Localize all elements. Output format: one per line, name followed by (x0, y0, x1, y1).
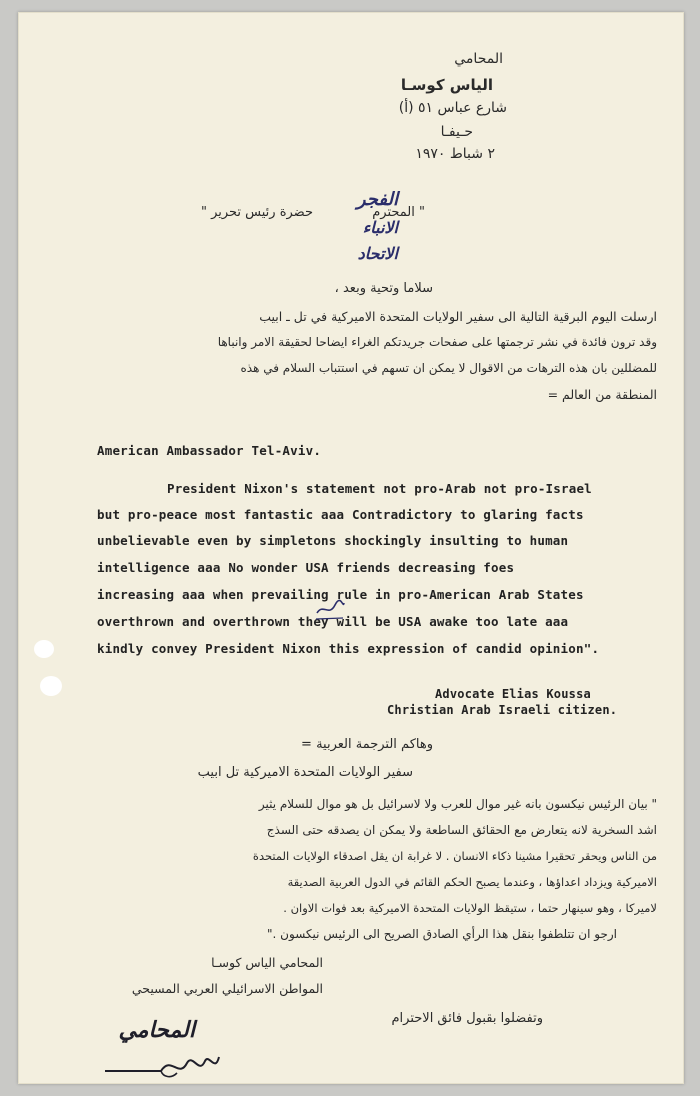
translation-sign-name: المحامي الياس كوسـا (211, 955, 323, 970)
intro-line-3: للمضللين بان هذه الترهات من الاقوال لا يمكن ان تسهم في استتباب السلام في هذه (240, 361, 657, 375)
handwritten-newspaper-3: الاتحاد (357, 244, 398, 263)
intro-line-4: المنطقة من العالم = (547, 387, 657, 402)
addressee-suffix: " المحترم (372, 205, 425, 220)
header-date: ٢ شباط ١٩٧٠ (415, 146, 495, 162)
greeting: سلاما وتحية وبعد ، (334, 281, 433, 296)
telegram-recipient: American Ambassador Tel-Aviv. (97, 443, 322, 458)
translation-line-1: " بيان الرئيس نيكسون بانه غير موال للعرب ولا لاسرائيل بل هو موال للسلام يثير (258, 797, 657, 811)
header-name: الياس كوسـا (400, 76, 493, 94)
handwritten-newspaper-1: الفجر (356, 189, 398, 210)
translation-line-4: الاميركية ويزداد اعداؤها ، وعندما يصبح الحكم القائم في الدول العربية الصديقة (287, 875, 657, 889)
handwritten-newspaper-2: الانباء (362, 218, 398, 237)
telegram-line-7: kindly convey President Nixon this expression of candid opinion". (97, 641, 600, 656)
header-city: حـيفـا (440, 124, 473, 140)
translation-line-6: ارجو ان تتلطفوا بنقل هذا الرأي الصادق الصريح الى الرئيس نيكسون ." (267, 927, 617, 941)
intro-line-2: وقد ترون فائدة في نشر ترجمتها على صفحات جريدتكم الغراء ايضاحا لحقيقة الامر وانباها (217, 335, 657, 349)
signature-handwritten: المحامي (118, 1017, 195, 1043)
translation-line-5: لاميركا ، وهو سينهار حتما ، ستيقظ الولايات المتحدة الاميركية بعد فوات الاوان . (283, 901, 657, 915)
telegram-line-5: increasing aaa when prevailing rule in pro-American Arab States (97, 587, 584, 602)
translation-sign-title: المواطن الاسرائيلي العربي المسيحي (131, 981, 323, 996)
header-title: المحامي (454, 51, 503, 67)
intro-line-1: ارسلت اليوم البرقية التالية الى سفير الولايات المتحدة الاميركية في تل ـ ابيب (259, 309, 657, 324)
telegram-sign-title: Christian Arab Israeli citizen. (387, 703, 618, 717)
punch-hole-top (34, 640, 54, 658)
closing-line: وتفضلوا بقبول فائق الاحترام (391, 1011, 543, 1026)
translation-recipient: سفير الولايات المتحدة الاميركية تل ابيب (197, 765, 413, 780)
signature-scrawl (101, 1045, 221, 1085)
letter-page (18, 12, 684, 1084)
punch-hole-bottom (40, 676, 62, 696)
telegram-line-6: overthrown and overthrown they will be USA awake too late aaa (97, 614, 569, 629)
telegram-line-1: President Nixon's statement not pro-Arab not pro-Israel (167, 481, 592, 496)
telegram-line-4: intelligence aaa No wonder USA friends decreasing foes (97, 560, 515, 575)
telegram-line-2: but pro-peace most fantastic aaa Contradictory to glaring facts (97, 507, 584, 522)
translation-line-2: اشد السخرية لانه يتعارض مع الحقائق الساطعة ولا يمكن ان يصدقه حتى السذج (266, 823, 657, 837)
telegram-sign-name: Advocate Elias Koussa (435, 687, 591, 701)
translation-line-3: من الناس ويحقر تحقيرا مشينا ذكاء الانسان . لا غرابة ان يقل اصدقاء الولايات المتحدة (252, 849, 657, 863)
telegram-line-3: unbelievable even by simpletons shockingly insulting to human (97, 533, 569, 548)
addressee-prefix: حضرة رئيس تحرير " (200, 205, 313, 220)
translation-heading: وهاكم الترجمة العربية = (301, 737, 433, 752)
header-street: شارع عباس ٥١ (أ) (398, 100, 507, 116)
handwritten-correction (315, 599, 345, 621)
